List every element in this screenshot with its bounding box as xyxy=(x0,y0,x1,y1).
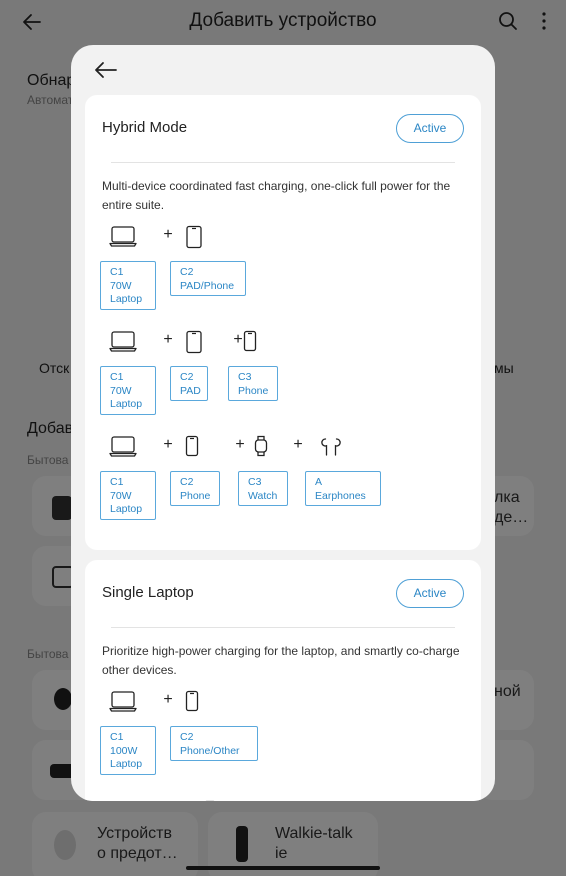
port-assignment-chip xyxy=(170,366,208,401)
port-assignment-chip xyxy=(238,471,288,506)
charging-mode-panel xyxy=(85,95,481,550)
phone-icon xyxy=(185,435,199,457)
chip-line: Phone xyxy=(238,384,269,397)
charging-mode-modal xyxy=(71,45,495,801)
port-assignment-chip xyxy=(305,471,381,506)
phone-icon xyxy=(185,690,199,712)
device-combo-row xyxy=(109,225,469,315)
divider xyxy=(111,627,455,628)
laptop-icon xyxy=(109,800,137,801)
back-arrow-icon[interactable] xyxy=(93,59,119,81)
laptop-icon xyxy=(109,225,137,247)
tablet-icon xyxy=(185,330,203,354)
chip-line: C2 xyxy=(180,731,194,743)
laptop-icon xyxy=(109,690,137,712)
chip-line: 70W xyxy=(110,384,132,397)
charging-mode-panel xyxy=(85,560,481,801)
mode-status-button[interactable]: Active xyxy=(396,579,464,608)
laptop-icon xyxy=(109,330,137,352)
chip-line: C3 xyxy=(248,476,262,488)
chip-line: C1 xyxy=(110,371,124,383)
chip-line: C2 xyxy=(180,371,194,383)
chip-line: C2 xyxy=(180,476,194,488)
mode-description: Prioritize high-power charging for the laptop, and smartly co-charge other devices. xyxy=(102,644,460,677)
chip-line: PAD xyxy=(180,384,201,397)
mode-title: Single Laptop xyxy=(102,584,194,601)
phone-icon xyxy=(243,330,257,352)
watch-icon xyxy=(253,435,269,457)
chip-line: Phone/Other xyxy=(180,744,240,757)
plus-sign: + xyxy=(293,436,303,453)
chip-line: A xyxy=(315,476,323,488)
plus-sign: + xyxy=(163,436,173,453)
device-combo-row xyxy=(109,690,469,780)
port-assignment-chip xyxy=(170,261,246,296)
plus-sign: + xyxy=(235,436,245,453)
chip-line: Earphones xyxy=(315,489,366,502)
chip-line: 70W xyxy=(110,489,132,502)
divider xyxy=(111,162,455,163)
mode-status-button[interactable]: Active xyxy=(396,114,464,143)
chip-line: C3 xyxy=(238,371,252,383)
plus-sign: + xyxy=(163,331,173,348)
port-assignment-chip xyxy=(170,471,220,506)
chip-line: 70W xyxy=(110,279,132,292)
home-indicator[interactable] xyxy=(186,866,380,870)
device-combo-row-peek xyxy=(109,796,309,801)
chip-line: Laptop xyxy=(110,758,143,770)
plus-sign: + xyxy=(163,226,173,243)
chip-line: Phone xyxy=(180,489,211,502)
port-assignment-chip xyxy=(170,726,258,761)
chip-line: Laptop xyxy=(110,398,143,410)
chip-line: C1 xyxy=(110,266,124,278)
device-combo-row xyxy=(109,330,469,420)
laptop-icon xyxy=(109,435,137,457)
chip-line: C2 xyxy=(180,266,194,278)
chip-line: C1 xyxy=(110,731,124,743)
chip-line: Laptop xyxy=(110,503,143,515)
tablet-icon xyxy=(185,225,203,249)
port-assignment-chip xyxy=(100,471,156,520)
chip-line: 100W xyxy=(110,744,138,757)
chip-line: Watch xyxy=(248,489,278,502)
phone-icon xyxy=(203,800,217,801)
chip-line: C1 xyxy=(110,476,124,488)
chip-line: Laptop xyxy=(110,293,143,305)
mode-title: Hybrid Mode xyxy=(102,119,188,136)
port-assignment-chip xyxy=(100,726,156,775)
earphones-icon xyxy=(320,437,342,457)
port-assignment-chip xyxy=(228,366,278,401)
port-assignment-chip xyxy=(100,261,156,310)
plus-sign: + xyxy=(163,691,173,708)
port-assignment-chip xyxy=(100,366,156,415)
chip-line: PAD/Phone xyxy=(180,279,235,292)
plus-sign: + xyxy=(233,331,243,348)
mode-description: Multi-device coordinated fast charging, one-click full power for the entire suite. xyxy=(102,179,451,212)
device-combo-row xyxy=(109,435,469,525)
